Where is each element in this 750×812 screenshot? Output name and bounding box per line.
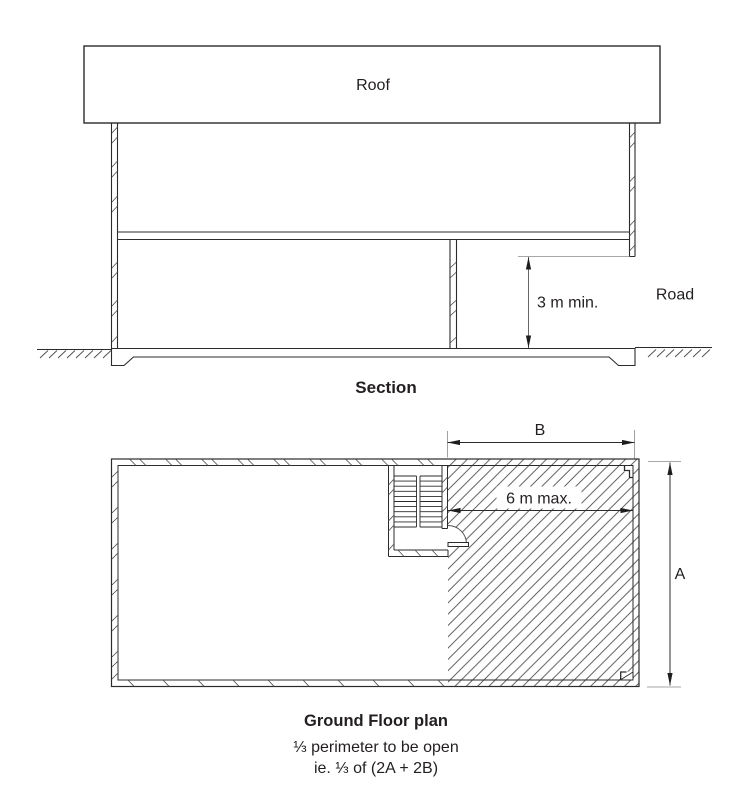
clearance-dimension-label: 3 m min. xyxy=(537,294,599,312)
dim-a-label: A xyxy=(674,566,686,583)
road-label: Road xyxy=(655,286,695,304)
wall-ticks-left xyxy=(112,127,118,342)
arrow-down-icon xyxy=(667,673,672,686)
ground-hatch-left xyxy=(40,351,111,359)
arrow-right-icon xyxy=(622,440,635,445)
door-leaf xyxy=(448,543,469,547)
dim-depth-label: 6 m max. xyxy=(506,490,572,508)
section-drawing xyxy=(37,46,712,397)
plan-note-1: ⅓ perimeter to be open xyxy=(293,739,459,756)
stair-treads xyxy=(395,476,442,527)
ground-hatch-right xyxy=(648,350,710,358)
arrow-left-icon xyxy=(448,440,461,445)
ground-slab xyxy=(112,349,636,366)
corner-notch-bottom-right xyxy=(621,672,633,680)
wall-ticks-right xyxy=(630,132,636,251)
arrow-up-icon xyxy=(526,257,531,270)
plan-drawing xyxy=(112,422,686,777)
clearance-dimension xyxy=(518,257,630,349)
corner-notch-top-right xyxy=(625,466,634,478)
notch-fill xyxy=(625,466,633,478)
arrow-down-icon xyxy=(526,336,531,349)
stair-enclosure xyxy=(389,466,449,557)
dim-a xyxy=(647,462,686,688)
arrow-up-icon xyxy=(667,463,672,476)
plan-caption: Ground Floor plan xyxy=(304,712,448,730)
dim-b xyxy=(448,422,635,459)
partition-wall xyxy=(450,240,457,349)
section-caption: Section xyxy=(355,378,417,397)
floor-slab xyxy=(118,232,630,240)
section-left-wall xyxy=(112,123,118,349)
plan-note-2: ie. ⅓ of (2A + 2B) xyxy=(313,760,439,777)
plan-wall-ticks-top xyxy=(130,460,434,466)
plan-wall-ticks-bottom xyxy=(128,680,444,686)
dim-b-label: B xyxy=(534,422,546,439)
enclosure-walls xyxy=(389,466,449,557)
wall-ticks-partition xyxy=(450,262,457,343)
plan-wall-ticks-left xyxy=(112,471,118,679)
stair-stringer xyxy=(417,476,421,527)
roof-label: Roof xyxy=(356,77,390,94)
